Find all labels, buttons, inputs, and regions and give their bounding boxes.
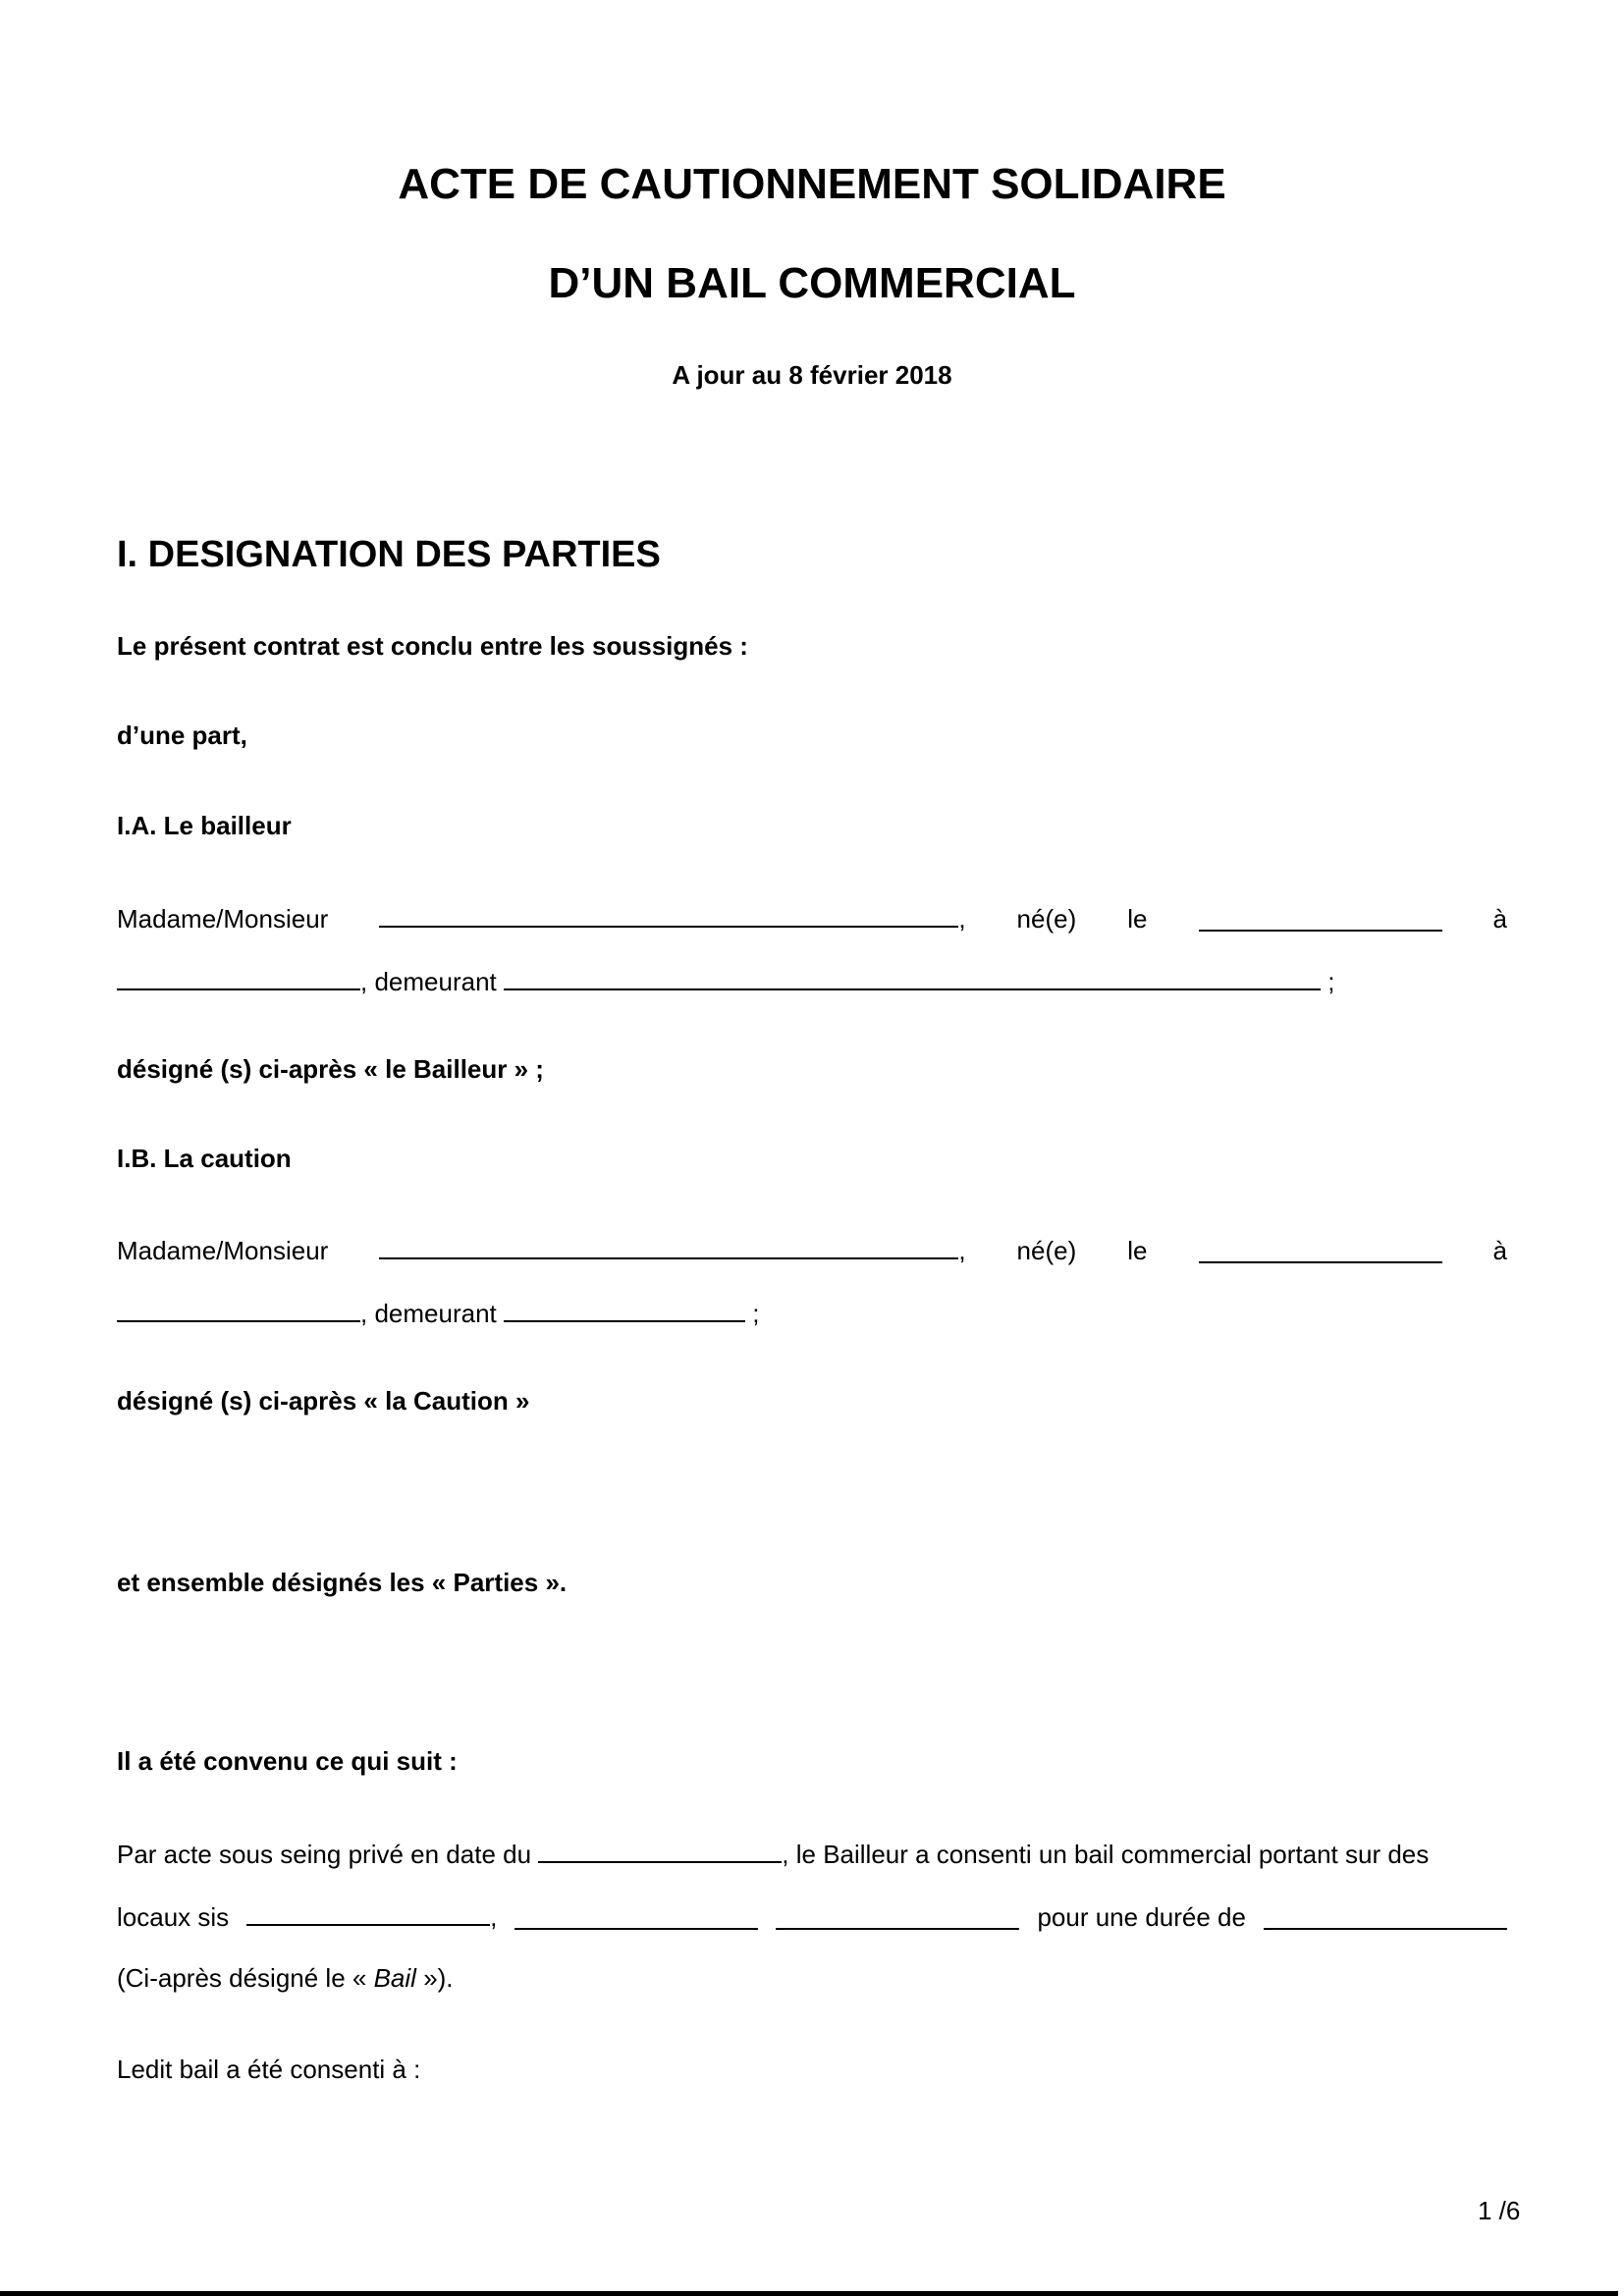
caution-address-field[interactable]	[504, 1299, 745, 1322]
document-title-line1: ACTE DE CAUTIONNEMENT SOLIDAIRE	[398, 160, 1226, 208]
bailleur-birthdate-field[interactable]	[1199, 908, 1442, 932]
caution-born-label: né(e)	[1016, 1236, 1077, 1265]
document-title-line2: D’UN BAIL COMMERCIAL	[548, 259, 1076, 307]
bailleur-birthplace-field[interactable]	[117, 967, 360, 990]
locaux-address-field-1[interactable]	[246, 1902, 490, 1926]
intro-text: Le présent contrat est conclu entre les soussignés :	[117, 631, 748, 661]
caution-demeurant-label: , demeurant	[360, 1299, 497, 1328]
bailleur-le-label: le	[1127, 904, 1148, 934]
semicolon: ;	[1327, 967, 1335, 996]
semicolon: ;	[752, 1299, 760, 1328]
bail-paragraph-line1	[117, 1840, 1507, 1867]
bail-duration-field[interactable]	[1264, 1906, 1507, 1930]
locaux-address-field-3[interactable]	[776, 1906, 1019, 1930]
caution-birthdate-field[interactable]	[1199, 1240, 1442, 1263]
bail-date-field[interactable]	[538, 1840, 782, 1863]
bailleur-identity-line	[117, 904, 1507, 932]
bailleur-born-label: né(e)	[1016, 904, 1077, 934]
bailleur-demeurant-label: , demeurant	[360, 967, 497, 996]
caution-le-label: le	[1127, 1236, 1148, 1265]
bailleur-a-label: à	[1492, 904, 1507, 934]
caution-designation: désigné (s) ci-après « la Caution »	[117, 1386, 530, 1415]
bail-text-part3: locaux sis	[117, 1902, 230, 1932]
caution-name-field[interactable]	[379, 1236, 958, 1259]
bail-paragraph-line2	[117, 1902, 1507, 1930]
bail-text-part5-close: »).	[423, 1963, 454, 1993]
bail-text-part5-open: (Ci-après désigné le «	[117, 1963, 367, 1993]
bailleur-address-line	[117, 967, 1507, 994]
caution-heading: I.B. La caution	[117, 1144, 292, 1173]
bail-text-part4: pour une durée de	[1037, 1902, 1246, 1932]
ledit-text: Ledit bail a été consenti à :	[117, 2055, 421, 2084]
caution-address-line	[117, 1299, 1507, 1326]
bailleur-address-field[interactable]	[504, 967, 1321, 990]
comma: ,	[958, 1236, 966, 1265]
page-number: 1 /6	[1478, 2196, 1521, 2225]
bail-paragraph-line3	[117, 1965, 1507, 1991]
bailleur-name-field[interactable]	[379, 904, 958, 928]
comma: ,	[490, 1902, 498, 1932]
first-party-text: d’une part,	[117, 721, 247, 750]
bailleur-name-label: Madame/Monsieur	[117, 904, 329, 934]
caution-name-label: Madame/Monsieur	[117, 1236, 329, 1265]
caution-a-label: à	[1492, 1236, 1507, 1265]
ensemble-text: et ensemble désignés les « Parties ».	[117, 1568, 568, 1597]
bail-text-italic: Bail	[373, 1963, 416, 1993]
caution-birthplace-field[interactable]	[117, 1299, 360, 1322]
bailleur-designation: désigné (s) ci-après « le Bailleur » ;	[117, 1054, 544, 1084]
comma: ,	[958, 904, 966, 934]
bail-text-part2: , le Bailleur a consenti un bail commercial portant sur des	[782, 1840, 1430, 1869]
section-heading: I. DESIGNATION DES PARTIES	[117, 534, 661, 575]
document-date: A jour au 8 février 2018	[672, 360, 952, 390]
caution-identity-line	[117, 1236, 1507, 1263]
locaux-address-field-2[interactable]	[514, 1906, 758, 1930]
bail-text-part1: Par acte sous seing privé en date du	[117, 1840, 532, 1869]
convenu-text: Il a été convenu ce qui suit :	[117, 1746, 458, 1776]
page-bottom-border	[0, 2291, 1618, 2296]
bailleur-heading: I.A. Le bailleur	[117, 811, 292, 840]
